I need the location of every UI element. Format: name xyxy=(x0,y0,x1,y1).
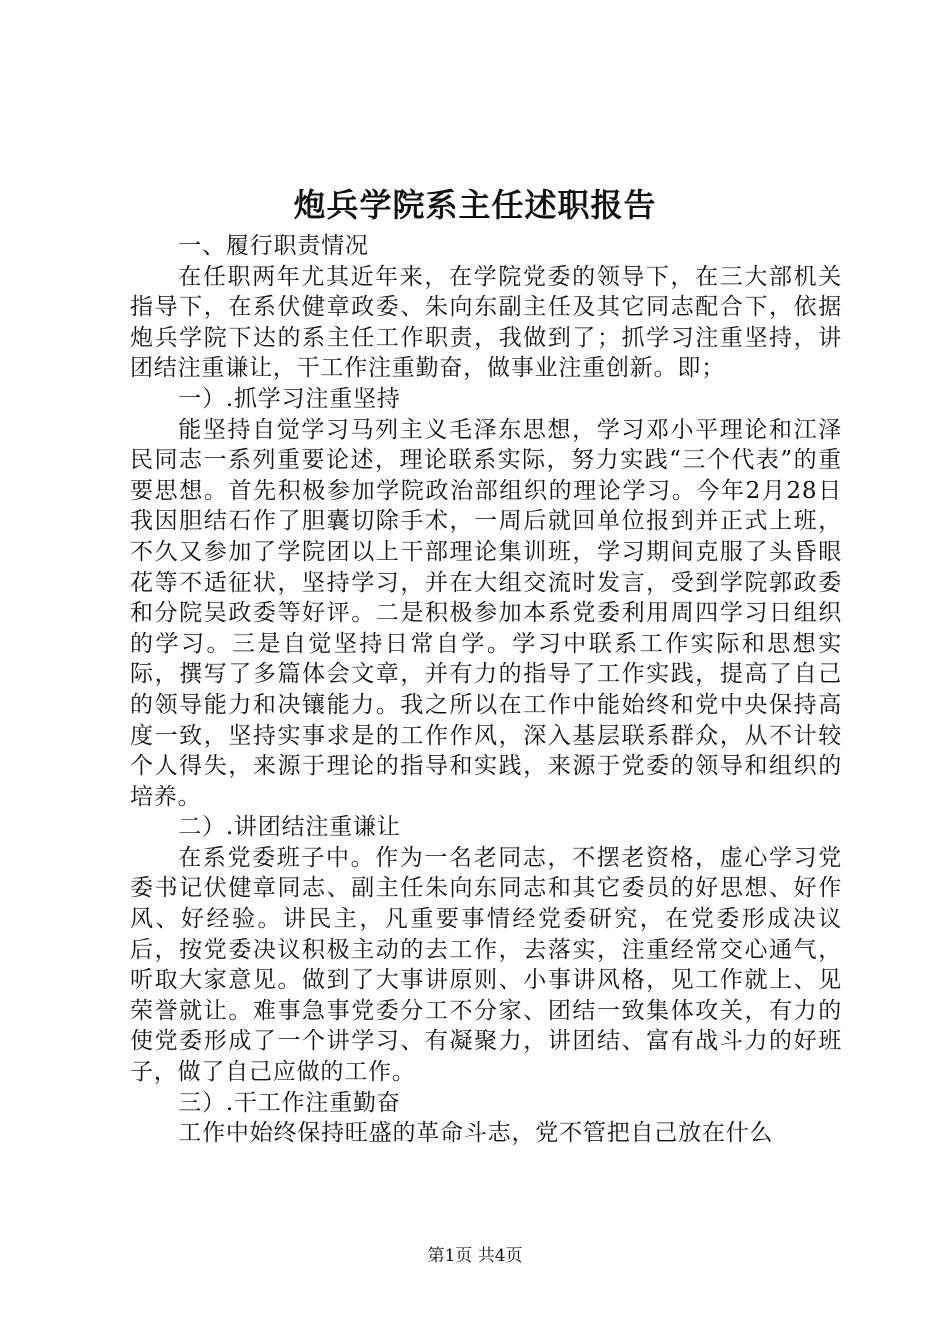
subsection-heading: 一）.抓学习注重坚持 xyxy=(178,385,401,412)
body-paragraph: 能坚持自觉学习马列主义毛泽东思想，学习邓小平理论和江泽民同志一系列重要论述，理论联系实际，努力实践“三个代表”的重要思想。首先积极参加学院政治部组织的理论学习。今年2月28日我因胆结石作了胆囊切除手术，一周后就回单位报到并正式上班，不久又参加了学院团以上干部理论集训班，学习期间克服了头昏眼花等不适征状，坚持学习，并在大组交流时发言，受到学院郭政委和分院吴政委等好评。二是积极参加本系党委利用周四学习日组织的学习。三是自觉坚持日常自学。学习中联系工作实际和思想实际，撰写了多篇体会文章，并有力的指导了工作实践，提高了自己的领导能力和决镶能力。我之所以在工作中能始终和党中央保持高度一致，坚持实事求是的工作作风，深入基层联系群众，从不计较个人得失，来源于理论的指导和实践，来源于党委的领导和组织的培养。 xyxy=(130,416,842,810)
body-paragraph: 工作中始终保持旺盛的革命斗志，党不管把自己放在什么 xyxy=(178,1120,774,1147)
document-body xyxy=(130,231,842,1149)
body-paragraph: 在任职两年尤其近年来，在学院党委的领导下，在三大部机关指导下，在系伏健章政委、朱向东副主任及其它同志配合下，依据炮兵学院下达的系主任工作职责，我做到了；抓学习注重坚持，讲团结注重谦让，干工作注重勤奋，做事业注重创新。即； xyxy=(130,263,842,382)
page-footer: 第1页 共4页 xyxy=(427,1246,523,1266)
document-title: 炮兵学院系主任述职报告 xyxy=(293,186,657,224)
subsection-heading: 二）.讲团结注重谦让 xyxy=(178,814,401,841)
subsection-heading: 三）.干工作注重勤奋 xyxy=(178,1089,401,1116)
section-heading: 一、履行职责情况 xyxy=(178,233,369,259)
body-paragraph: 在系党委班子中。作为一名老同志，不摆老资格，虚心学习党委书记伏健章同志、副主任朱向东同志和其它委员的好思想、好作风、好经验。讲民主，凡重要事情经党委研究，在党委形成决议后，按党委决议积极主动的去工作，去落实，注重经常交心通气，听取大家意见。做到了大事讲原则、小事讲风格，见工作就上、见荣誉就让。难事急事党委分工不分家、团结一致集体攻关，有力的使党委形成了一个讲学习、有凝聚力，讲团结、富有战斗力的好班子，做了自己应做的工作。 xyxy=(130,844,842,1086)
